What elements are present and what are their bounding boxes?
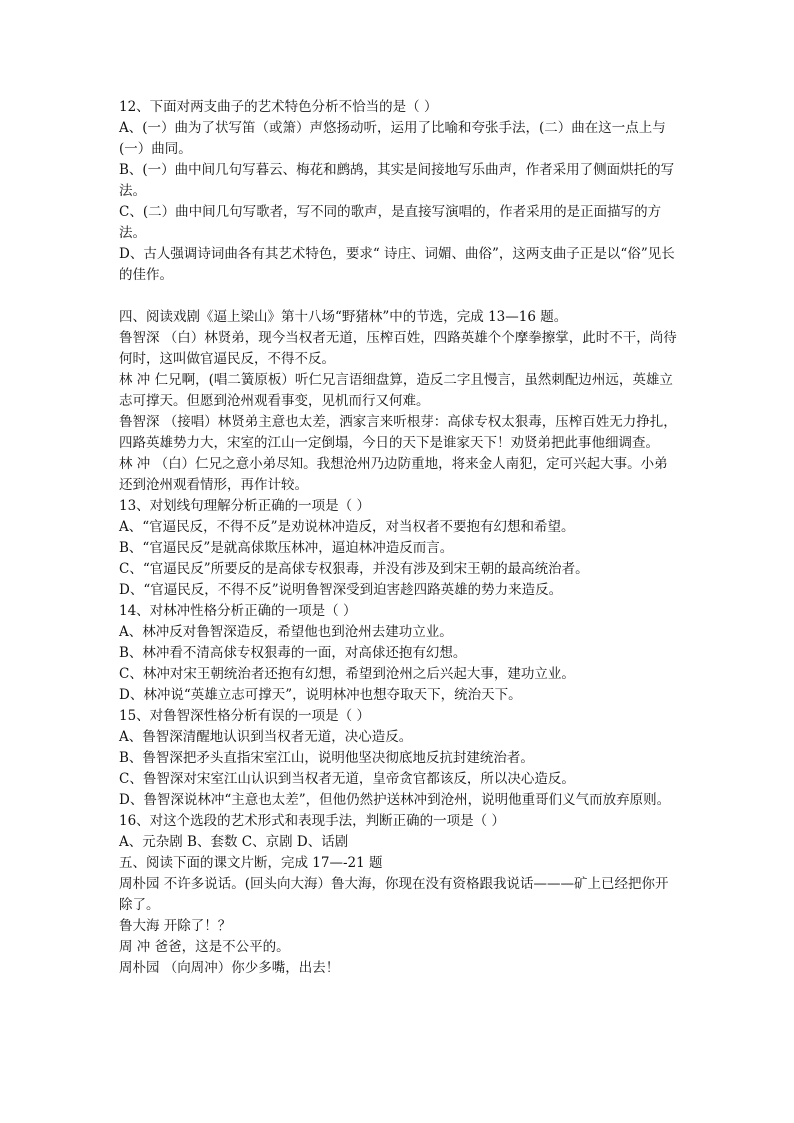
question-15-option-c: C、鲁智深对宋室江山认识到当权者无道，皇帝贪官都该反，所以决心造反。 <box>119 771 575 787</box>
dialogue-line: 周朴园 不许多说话。(回头向大海）鲁大海，你现在没有资格跟我说话———矿上已经把你开除了。 <box>119 876 669 913</box>
section-4-heading: 四、阅读戏剧《逼上梁山》第十八场“野猪林”中的节选，完成 13—16 题。 <box>119 309 568 325</box>
question-14-option-b: B、林冲看不清高俅专权狠毒的一面，对高俅还抱有幻想。 <box>119 645 467 661</box>
dialogue-line: 林 冲 仁兄啊，(唱二簧原板）听仁兄言语细盘算，造反二字且慢言，虽然刺配边州远，英雄立志可撑天。但愿到沧州观看事变，见机而行又何难。 <box>119 372 673 409</box>
section-5 <box>119 853 679 979</box>
question-12-option-c: C、(二）曲中间几句写歌者，写不同的歌声，是直接写演唱的，作者采用的是正面描写的方法。 <box>119 204 662 241</box>
blank-spacer <box>119 286 679 307</box>
question-14-option-d: D、林冲说“英雄立志可撑天”，说明林冲也想夺取天下，统治天下。 <box>119 687 522 703</box>
question-12-option-a: A、(一）曲为了状写笛（或箫）声悠扬动听，运用了比喻和夸张手法，(二）曲在这一点上与(一）曲同。 <box>119 120 666 157</box>
question-13-option-c: C、“官逼民反”所要反的是高俅专权狠毒，并没有涉及到宋王朝的最高统治者。 <box>119 561 589 577</box>
section-4 <box>119 307 679 496</box>
section-5-heading: 五、阅读下面的课文片断，完成 17—-21 题 <box>119 855 383 871</box>
question-13-option-a: A、“官逼民反，不得不反”是劝说林冲造反，对当权者不要抱有幻想和希望。 <box>119 519 575 535</box>
question-14-option-a: A、林冲反对鲁智深造反，希望他也到沧州去建功立业。 <box>119 624 453 640</box>
question-12-stem: 12、下面对两支曲子的艺术特色分析不恰当的是（ ） <box>119 99 438 115</box>
dialogue-line: 鲁大海 开除了！？ <box>119 918 232 934</box>
question-15 <box>119 706 679 811</box>
question-13-stem: 13、对划线句理解分析正确的一项是（ ） <box>119 498 370 514</box>
question-15-option-d: D、鲁智深说林冲“主意也太差”，但他仍然护送林冲到沧州，说明他重哥们义气而放弃原则。 <box>119 792 671 808</box>
question-15-option-a: A、鲁智深清醒地认识到当权者无道，决心造反。 <box>119 729 413 745</box>
question-16 <box>119 811 679 853</box>
question-16-options: A、元杂剧 B、套数 C、京剧 D、话剧 <box>119 834 349 850</box>
dialogue-line: 周 冲 爸爸，这是不公平的。 <box>119 939 290 955</box>
question-12-option-d: D、古人强调诗词曲各有其艺术特色，要求“ 诗庄、词媚、曲俗”，这两支曲子正是以“俗”见长的佳作。 <box>119 246 675 283</box>
question-14-stem: 14、对林冲性格分析正确的一项是（ ） <box>119 603 357 619</box>
question-13-option-b: B、“官逼民反”是就高俅欺压林冲，逼迫林冲造反而言。 <box>119 540 454 556</box>
question-13-option-d: D、“官逼民反，不得不反”说明鲁智深受到迫害趁四路英雄的势力来造反。 <box>119 582 563 598</box>
question-16-stem: 16、对这个选段的艺术形式和表现手法，判断正确的一项是（ ） <box>119 813 505 829</box>
question-15-stem: 15、对鲁智深性格分析有误的一项是（ ） <box>119 708 370 724</box>
question-13 <box>119 496 679 601</box>
dialogue-line: 周朴园 （向周冲）你少多嘴，出去！ <box>119 960 340 976</box>
question-12-option-b: B、(一）曲中间几句写暮云、梅花和鹧鸪，其实是间接地写乐曲声，作者采用了侧面烘托的写法。 <box>119 162 675 199</box>
document-page <box>119 97 679 979</box>
question-12 <box>119 97 679 286</box>
dialogue-line: 鲁智深 （白）林贤弟，现今当权者无道，压榨百姓，四路英雄个个摩拳擦掌，此时不干，尚待何时，这叫做官逼民反，不得不反。 <box>119 330 677 367</box>
question-14-option-c: C、林冲对宋王朝统治者还抱有幻想，希望到沧州之后兴起大事，建功立业。 <box>119 666 575 682</box>
dialogue-line: 鲁智深 （接唱）林贤弟主意也太差，洒家言来听根芽：高俅专权太狠毒，压榨百姓无力挣扎，四路英雄势力大，宋室的江山一定倒塌，今日的天下是谁家天下！劝贤弟把此事他细调查。 <box>119 414 677 451</box>
dialogue-line: 林 冲 （白）仁兄之意小弟尽知。我想沧州乃边防重地，将来金人南犯，定可兴起大事。小弟还到沧州观看情形，再作计较。 <box>119 456 668 493</box>
question-15-option-b: B、鲁智深把矛头直指宋室江山，说明他坚决彻底地反抗封建统治者。 <box>119 750 534 766</box>
question-14 <box>119 601 679 706</box>
